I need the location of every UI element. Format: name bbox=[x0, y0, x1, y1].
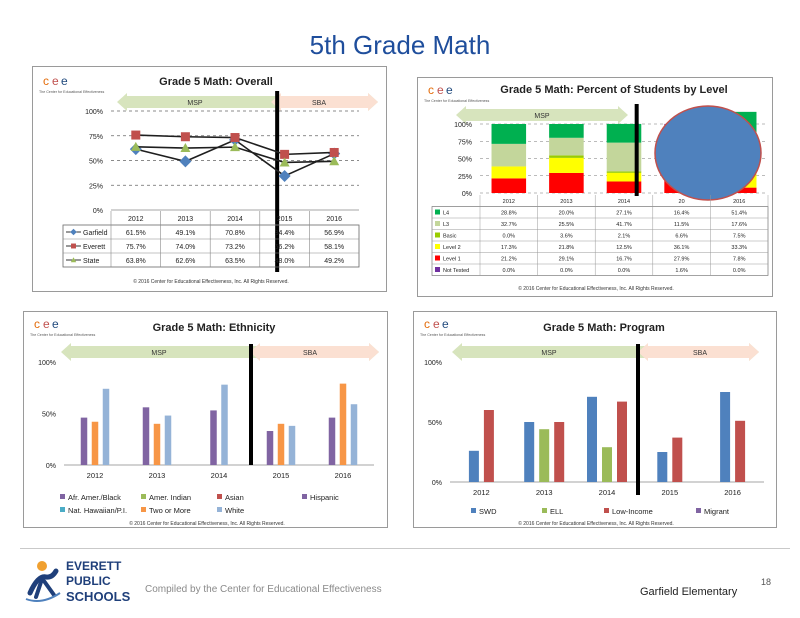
program-chart bbox=[414, 312, 778, 529]
y-tick-label: 0% bbox=[431, 480, 442, 487]
levels-chart-panel bbox=[417, 77, 773, 297]
bar-afr-amer-black bbox=[267, 431, 274, 465]
bar-white bbox=[351, 404, 358, 465]
y-tick-label: 0% bbox=[45, 463, 56, 470]
everett-public-schools-logo bbox=[22, 553, 140, 608]
table-row-label: Level 2 bbox=[443, 245, 461, 251]
data-label: 63.8% bbox=[125, 258, 146, 265]
data-label: 62.6% bbox=[175, 258, 196, 265]
y-tick-label: 25% bbox=[88, 183, 103, 191]
data-label: 56.2% bbox=[274, 244, 295, 251]
bar-low-income bbox=[672, 438, 682, 482]
footer-divider bbox=[20, 548, 790, 549]
overall-chart bbox=[33, 67, 388, 293]
stacked-bar-segment bbox=[492, 166, 527, 178]
x-tick-label: 2015 bbox=[276, 216, 293, 223]
data-label: 28.8% bbox=[500, 210, 517, 217]
y-tick-label: 75% bbox=[88, 133, 103, 141]
msp-label: MSP bbox=[187, 100, 203, 107]
data-label: 74.0% bbox=[175, 244, 196, 251]
table-row-label: L3 bbox=[443, 222, 450, 228]
cee-logo-letter: e bbox=[437, 83, 444, 97]
data-label: 0.0% bbox=[617, 268, 631, 274]
bar-white bbox=[165, 416, 172, 465]
bar-ell bbox=[602, 447, 612, 482]
cee-logo-tagline: The Center for Educational Effectiveness bbox=[39, 90, 105, 94]
data-label: 0.0% bbox=[502, 268, 516, 274]
bar-afr-amer-black bbox=[329, 418, 336, 465]
legend-swatch bbox=[60, 507, 65, 512]
x-tick-label: 2012 bbox=[473, 488, 490, 497]
legend-swatch bbox=[435, 233, 440, 238]
bar-afr-amer-black bbox=[143, 407, 150, 465]
data-label: 33.3% bbox=[731, 245, 748, 251]
chart-title: Grade 5 Math: Ethnicity bbox=[152, 322, 276, 334]
legend-swatch bbox=[542, 508, 547, 513]
data-label: 73.2% bbox=[225, 244, 245, 251]
legend-label: Asian bbox=[225, 493, 244, 502]
x-tick-label: 2016 bbox=[733, 199, 746, 205]
x-tick-label: 2016 bbox=[334, 471, 352, 480]
legend-label: Migrant bbox=[704, 507, 730, 516]
bar-low-income bbox=[554, 422, 564, 482]
redaction-circle bbox=[655, 106, 761, 200]
y-tick-label: 50% bbox=[88, 158, 103, 166]
data-label: 0.0% bbox=[732, 268, 746, 274]
msp-label: MSP bbox=[541, 350, 557, 357]
bar-ell bbox=[539, 429, 549, 482]
legend-label: Hispanic bbox=[310, 493, 339, 502]
bar-two-or-more bbox=[278, 424, 285, 465]
stacked-bar-segment bbox=[549, 173, 584, 193]
y-tick-label: 100% bbox=[424, 360, 442, 367]
data-label: 21.8% bbox=[558, 245, 575, 251]
data-label: 11.5% bbox=[674, 222, 690, 228]
legend-label: ELL bbox=[550, 507, 564, 516]
table-row-label: Garfield bbox=[83, 230, 108, 237]
x-tick-label: 2016 bbox=[326, 216, 342, 223]
x-tick-label: 2014 bbox=[210, 471, 228, 480]
stacked-bar-segment bbox=[549, 155, 584, 157]
y-tick-label: 50% bbox=[457, 156, 472, 164]
legend-label: Two or More bbox=[149, 506, 191, 515]
cee-logo-tagline: The Center for Educational Effectiveness bbox=[420, 333, 486, 337]
compiled-by-text: Compiled by the Center for Educational Effectiveness bbox=[145, 584, 382, 595]
cee-logo-tagline: The Center for Educational Effectiveness bbox=[424, 99, 490, 103]
x-tick-label: 2016 bbox=[724, 488, 741, 497]
program-chart-panel bbox=[413, 311, 777, 528]
legend-label: Nat. Hawaiian/P.I. bbox=[68, 506, 128, 515]
cee-logo-letter: c bbox=[424, 317, 430, 331]
page-number: 18 bbox=[761, 577, 772, 587]
data-label: 61.5% bbox=[125, 230, 146, 237]
data-label: 48.0% bbox=[274, 258, 295, 265]
cee-logo-letter: e bbox=[52, 317, 59, 331]
legend-swatch bbox=[60, 494, 65, 499]
stacked-bar-segment bbox=[492, 124, 527, 144]
x-tick-label: 20 bbox=[678, 199, 685, 205]
legend-swatch bbox=[604, 508, 609, 513]
legend-swatch bbox=[302, 494, 307, 499]
x-tick-label: 2014 bbox=[227, 216, 243, 223]
x-tick-label: 2015 bbox=[661, 488, 679, 497]
data-point-garfield bbox=[179, 155, 191, 167]
msp-label: MSP bbox=[151, 350, 167, 357]
data-label: 56.9% bbox=[324, 230, 345, 237]
cee-logo-letter: e bbox=[52, 74, 59, 88]
stacked-bar-segment bbox=[549, 124, 584, 138]
logo-line-3: SCHOOLS bbox=[66, 589, 131, 604]
data-label: 7.8% bbox=[732, 256, 746, 263]
legend-label: Amer. Indian bbox=[149, 493, 192, 502]
chart-title: Grade 5 Math: Program bbox=[543, 322, 665, 334]
legend-label: White bbox=[225, 506, 245, 515]
cee-logo-tagline: The Center for Educational Effectiveness bbox=[30, 333, 96, 337]
data-label: 27.9% bbox=[673, 256, 690, 263]
copyright-text: © 2016 Center for Educational Effectiveness, Inc. All Rights Reserved. bbox=[518, 521, 674, 527]
data-label: 27.1% bbox=[616, 210, 632, 217]
table-row-label: Basic bbox=[443, 233, 457, 240]
legend-swatch bbox=[217, 507, 222, 512]
table-row-label: Everett bbox=[83, 244, 106, 251]
data-label: 25.5% bbox=[558, 222, 575, 228]
stacked-bar-segment bbox=[492, 144, 527, 167]
cee-logo-letter: e bbox=[442, 317, 449, 331]
legend-swatch bbox=[141, 494, 146, 499]
bar-low-income bbox=[617, 402, 627, 482]
bar-white bbox=[221, 385, 228, 465]
data-label: 17.6% bbox=[731, 222, 748, 228]
ethnicity-chart-panel bbox=[23, 311, 388, 528]
table-row-label: L4 bbox=[443, 210, 450, 217]
data-label: 29.1% bbox=[558, 256, 575, 263]
legend-swatch bbox=[435, 256, 440, 261]
data-label: 70.8% bbox=[225, 230, 245, 237]
y-tick-label: 50% bbox=[427, 420, 442, 427]
data-label: 49.1% bbox=[175, 230, 196, 237]
sba-label: SBA bbox=[311, 100, 327, 107]
data-label: 12.5% bbox=[616, 245, 632, 251]
data-label: 20.0% bbox=[558, 210, 575, 217]
bar-swd bbox=[657, 452, 667, 482]
legend-swatch bbox=[435, 244, 440, 249]
data-label: 41.7% bbox=[616, 222, 632, 228]
legend-marker bbox=[70, 229, 77, 236]
bar-swd bbox=[524, 422, 534, 482]
overall-chart-panel bbox=[32, 66, 387, 292]
legend-label: Low-Income bbox=[612, 507, 653, 516]
bar-low-income bbox=[735, 421, 745, 482]
cee-logo-letter: e bbox=[433, 317, 440, 331]
bar-two-or-more bbox=[340, 384, 347, 465]
table-row-label: State bbox=[83, 258, 100, 265]
x-tick-label: 2014 bbox=[598, 488, 616, 497]
y-tick-label: 50% bbox=[41, 411, 56, 419]
y-tick-label: 100% bbox=[454, 122, 472, 129]
x-tick-label: 2015 bbox=[272, 471, 290, 480]
legend-swatch bbox=[217, 494, 222, 499]
data-point-everett bbox=[231, 133, 240, 142]
legend-swatch bbox=[435, 210, 440, 215]
data-label: 51.4% bbox=[731, 210, 748, 217]
table-row-label: Level 1 bbox=[443, 256, 461, 263]
x-tick-label: 2012 bbox=[128, 216, 144, 223]
data-point-everett bbox=[131, 131, 140, 140]
data-label: 6.6% bbox=[675, 233, 688, 240]
data-point-everett bbox=[181, 132, 190, 141]
data-label: 34.4% bbox=[274, 230, 295, 237]
slide-title: 5th Grade Math bbox=[309, 30, 491, 60]
sba-label: SBA bbox=[302, 350, 318, 357]
msp-label: MSP bbox=[534, 113, 550, 120]
legend-marker bbox=[71, 244, 76, 249]
stacked-bar-segment bbox=[549, 138, 584, 156]
bar-white bbox=[289, 426, 296, 465]
data-point-garfield bbox=[279, 170, 291, 182]
cee-logo-letter: c bbox=[428, 83, 434, 97]
bar-white bbox=[103, 389, 110, 465]
data-label: 2.1% bbox=[617, 233, 631, 240]
data-label: 0.0% bbox=[502, 233, 516, 240]
cee-logo-letter: e bbox=[446, 83, 453, 97]
data-label: 7.5% bbox=[732, 233, 746, 240]
chart-title: Grade 5 Math: Percent of Students by Level bbox=[500, 84, 728, 96]
copyright-text: © 2016 Center for Educational Effectiveness, Inc. All Rights Reserved. bbox=[133, 279, 289, 285]
bar-swd bbox=[587, 397, 597, 482]
legend-label: Afr. Amer./Black bbox=[68, 493, 121, 502]
x-tick-label: 2013 bbox=[560, 199, 573, 205]
bar-afr-amer-black bbox=[81, 418, 88, 465]
bar-low-income bbox=[484, 410, 494, 482]
runner-figure-icon bbox=[26, 561, 60, 601]
cee-logo-letter: c bbox=[34, 317, 40, 331]
data-label: 32.7% bbox=[500, 222, 517, 228]
ethnicity-chart bbox=[24, 312, 389, 529]
data-label: 75.7% bbox=[125, 244, 146, 251]
sba-label: SBA bbox=[692, 350, 708, 357]
x-tick-label: 2013 bbox=[177, 216, 194, 223]
y-tick-label: 0% bbox=[461, 191, 472, 198]
x-tick-label: 2013 bbox=[148, 471, 166, 480]
data-label: 16.4% bbox=[673, 210, 690, 217]
bar-two-or-more bbox=[92, 422, 99, 465]
cee-logo-letter: c bbox=[43, 74, 49, 88]
chart-title: Grade 5 Math: Overall bbox=[159, 76, 273, 88]
bar-afr-amer-black bbox=[210, 410, 217, 465]
logo-line-2: PUBLIC bbox=[66, 574, 111, 588]
data-label: 16.7% bbox=[616, 256, 632, 263]
data-label: 17.3% bbox=[500, 245, 517, 251]
legend-swatch bbox=[141, 507, 146, 512]
bar-two-or-more bbox=[154, 424, 161, 465]
cee-logo-letter: e bbox=[61, 74, 68, 88]
data-label: 21.2% bbox=[500, 256, 517, 263]
data-label: 3.6% bbox=[560, 233, 573, 240]
legend-swatch bbox=[435, 221, 440, 226]
cee-logo-letter: e bbox=[43, 317, 50, 331]
legend-swatch bbox=[471, 508, 476, 513]
x-tick-label: 2014 bbox=[617, 199, 631, 205]
copyright-text: © 2016 Center for Educational Effectiveness, Inc. All Rights Reserved. bbox=[518, 286, 674, 292]
school-name: Garfield Elementary bbox=[640, 586, 738, 598]
x-tick-label: 2012 bbox=[86, 471, 104, 480]
stacked-bar-segment bbox=[492, 178, 527, 193]
levels-chart bbox=[418, 78, 774, 298]
y-tick-label: 25% bbox=[457, 173, 472, 181]
copyright-text: © 2016 Center for Educational Effectiveness, Inc. All Rights Reserved. bbox=[129, 521, 285, 527]
data-point-everett bbox=[330, 148, 339, 157]
data-label: 36.1% bbox=[673, 245, 690, 251]
data-label: 0.0% bbox=[560, 268, 573, 274]
data-label: 49.2% bbox=[324, 258, 345, 265]
bar-swd bbox=[469, 451, 479, 482]
legend-swatch bbox=[696, 508, 701, 513]
legend-swatch bbox=[435, 267, 440, 272]
y-tick-label: 0% bbox=[92, 208, 103, 215]
x-tick-label: 2013 bbox=[535, 488, 553, 497]
table-row-label: Not Tested bbox=[443, 268, 470, 274]
data-label: 58.1% bbox=[324, 244, 345, 251]
y-tick-label: 100% bbox=[38, 360, 56, 367]
y-tick-label: 100% bbox=[85, 109, 103, 116]
logo-line-1: EVERETT bbox=[66, 559, 122, 573]
stacked-bar-segment bbox=[549, 158, 584, 173]
bar-swd bbox=[720, 392, 730, 482]
data-label: 1.6% bbox=[675, 268, 688, 274]
x-tick-label: 2012 bbox=[502, 199, 515, 205]
data-label: 63.5% bbox=[225, 258, 245, 265]
legend-label: SWD bbox=[479, 507, 497, 516]
y-tick-label: 75% bbox=[457, 139, 472, 147]
